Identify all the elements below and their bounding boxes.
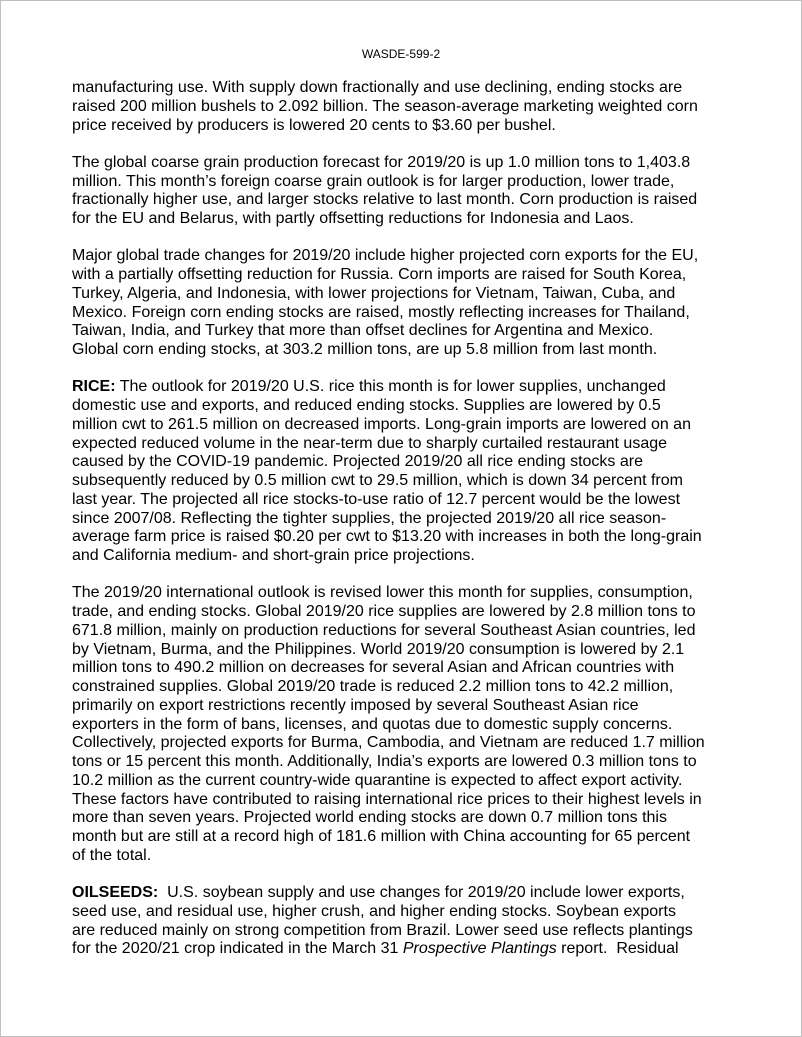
text-line: since 2007/08. Reflecting the tighter supplies, the projected 2019/20 all rice season- <box>72 509 667 527</box>
text-line: subsequently reduced by 0.5 million cwt to 29.5 million, which is down 34 percent from <box>72 472 683 489</box>
text-line: seed use, and residual use, higher crush, and higher ending stocks. Soybean exports <box>72 902 676 920</box>
text-line: 671.8 million, mainly on production reductions for several Southeast Asian countries, led <box>72 621 696 639</box>
text-line: Taiwan, India, and Turkey that more than offset declines for Argentina and Mexico. <box>72 322 654 340</box>
paragraph-corn-us-continued <box>72 79 736 135</box>
text-line: The 2019/20 international outlook is revised lower this month for supplies, consumption, <box>72 584 693 602</box>
text-line <box>72 378 736 397</box>
text-line: million. This month’s foreign coarse grain outlook is for larger production, lower trade, <box>72 172 675 190</box>
page-header: WASDE-599-2 <box>361 47 441 61</box>
text-line: with a partially offsetting reduction for Russia. Corn imports are raised for South Korea, <box>72 266 687 283</box>
text-line: trade, and ending stocks. Global 2019/20 rice supplies are lowered by 2.8 million tons to <box>72 603 696 620</box>
text-line: for the EU and Belarus, with partly offsetting reductions for Indonesia and Laos. <box>72 210 634 227</box>
paragraph-rice-us <box>72 378 736 566</box>
text-line: primarily on export restrictions recently imposed by several Southeast Asian rice <box>72 696 639 714</box>
text-line: Turkey, Algeria, and Indonesia, with lower projections for Vietnam, Taiwan, Cuba, and <box>72 284 676 302</box>
text-line: The global coarse grain production forecast for 2019/20 is up 1.0 million tons to 1,403.8 <box>72 153 691 171</box>
document-body <box>72 79 736 978</box>
paragraph-oilseeds <box>72 884 736 959</box>
paragraph-rice-international <box>72 584 736 865</box>
text-line: 10.2 million as the current country-wide quarantine is expected to affect export activity. <box>72 771 683 789</box>
text-line: fractionally higher use, and larger stocks relative to last month. Corn production is raised <box>72 191 698 209</box>
text-line: million cwt to 261.5 million on decreased imports. Long-grain imports are lowered on an <box>72 415 691 433</box>
text-line: million tons to 490.2 million on decreases for several Asian and African countries with <box>72 659 675 677</box>
text-line: of the total. <box>72 846 152 864</box>
text-run: The outlook for 2019/20 U.S. rice this month is for lower supplies, unchanged <box>115 378 666 396</box>
text-line: Collectively, projected exports for Burma, Cambodia, and Vietnam are reduced 1.7 million <box>72 734 705 752</box>
text-line: exporters in the form of bans, licenses, and quotas due to domestic supply concerns. <box>72 715 673 733</box>
text-line: constrained supplies. Global 2019/20 trade is reduced 2.2 million tons to 42.2 million, <box>72 678 674 695</box>
text-run: for the 2020/21 crop indicated in the March 31 <box>72 940 403 958</box>
text-line: These factors have contributed to raising international rice prices to their highest levels in <box>72 790 702 808</box>
text-line: are reduced mainly on strong competition from Brazil. Lower seed use reflects plantings <box>72 921 693 939</box>
text-line: by Vietnam, Burma, and the Philippines. World 2019/20 consumption is lowered by 2.1 <box>72 640 685 658</box>
text-line: expected reduced volume in the near-term due to sharply curtailed restaurant usage <box>72 434 668 452</box>
text-run: report. Residual <box>556 940 679 958</box>
text-line: tons or 15 percent this month. Additionally, India’s exports are lowered 0.3 million tons to <box>72 753 697 770</box>
report-title-italic: Prospective Plantings <box>402 940 557 958</box>
section-heading-rice: RICE: <box>72 378 116 396</box>
text-line: average farm price is raised $0.20 per cwt to $13.20 with increases in both the long-grain <box>72 528 702 546</box>
section-heading-oilseeds: OILSEEDS: <box>72 884 159 901</box>
text-line: domestic use and exports, and reduced ending stocks. Supplies are lowered by 0.5 <box>72 397 661 414</box>
paragraph-global-corn-trade <box>72 247 736 360</box>
text-line: month but are still at a record high of 181.6 million with China accounting for 65 percent <box>72 828 691 845</box>
text-line: Major global trade changes for 2019/20 include higher projected corn exports for the EU, <box>72 247 699 265</box>
text-line: more than seven years. Projected world ending stocks are down 0.7 million tons this <box>72 809 667 827</box>
text-line: price received by producers is lowered 20 cents to $3.60 per bushel. <box>72 116 556 134</box>
text-run: U.S. soybean supply and use changes for 2019/20 include lower exports, <box>158 884 685 901</box>
text-line <box>72 940 736 959</box>
text-line: Mexico. Foreign corn ending stocks are raised, mostly reflecting increases for Thailand, <box>72 303 690 321</box>
paragraph-global-coarse-grain <box>72 154 736 229</box>
text-line: and California medium- and short-grain price projections. <box>72 547 475 564</box>
text-line <box>72 884 736 903</box>
text-line: caused by the COVID-19 pandemic. Projected 2019/20 all rice ending stocks are <box>72 453 643 471</box>
text-line: last year. The projected all rice stocks-to-use ratio of 12.7 percent would be the lowest <box>72 490 681 508</box>
text-line: manufacturing use. With supply down fractionally and use declining, ending stocks are <box>72 79 683 96</box>
text-line: Global corn ending stocks, at 303.2 million tons, are up 5.8 million from last month. <box>72 341 658 358</box>
text-line: raised 200 million bushels to 2.092 billion. The season-average marketing weighted corn <box>72 97 698 115</box>
